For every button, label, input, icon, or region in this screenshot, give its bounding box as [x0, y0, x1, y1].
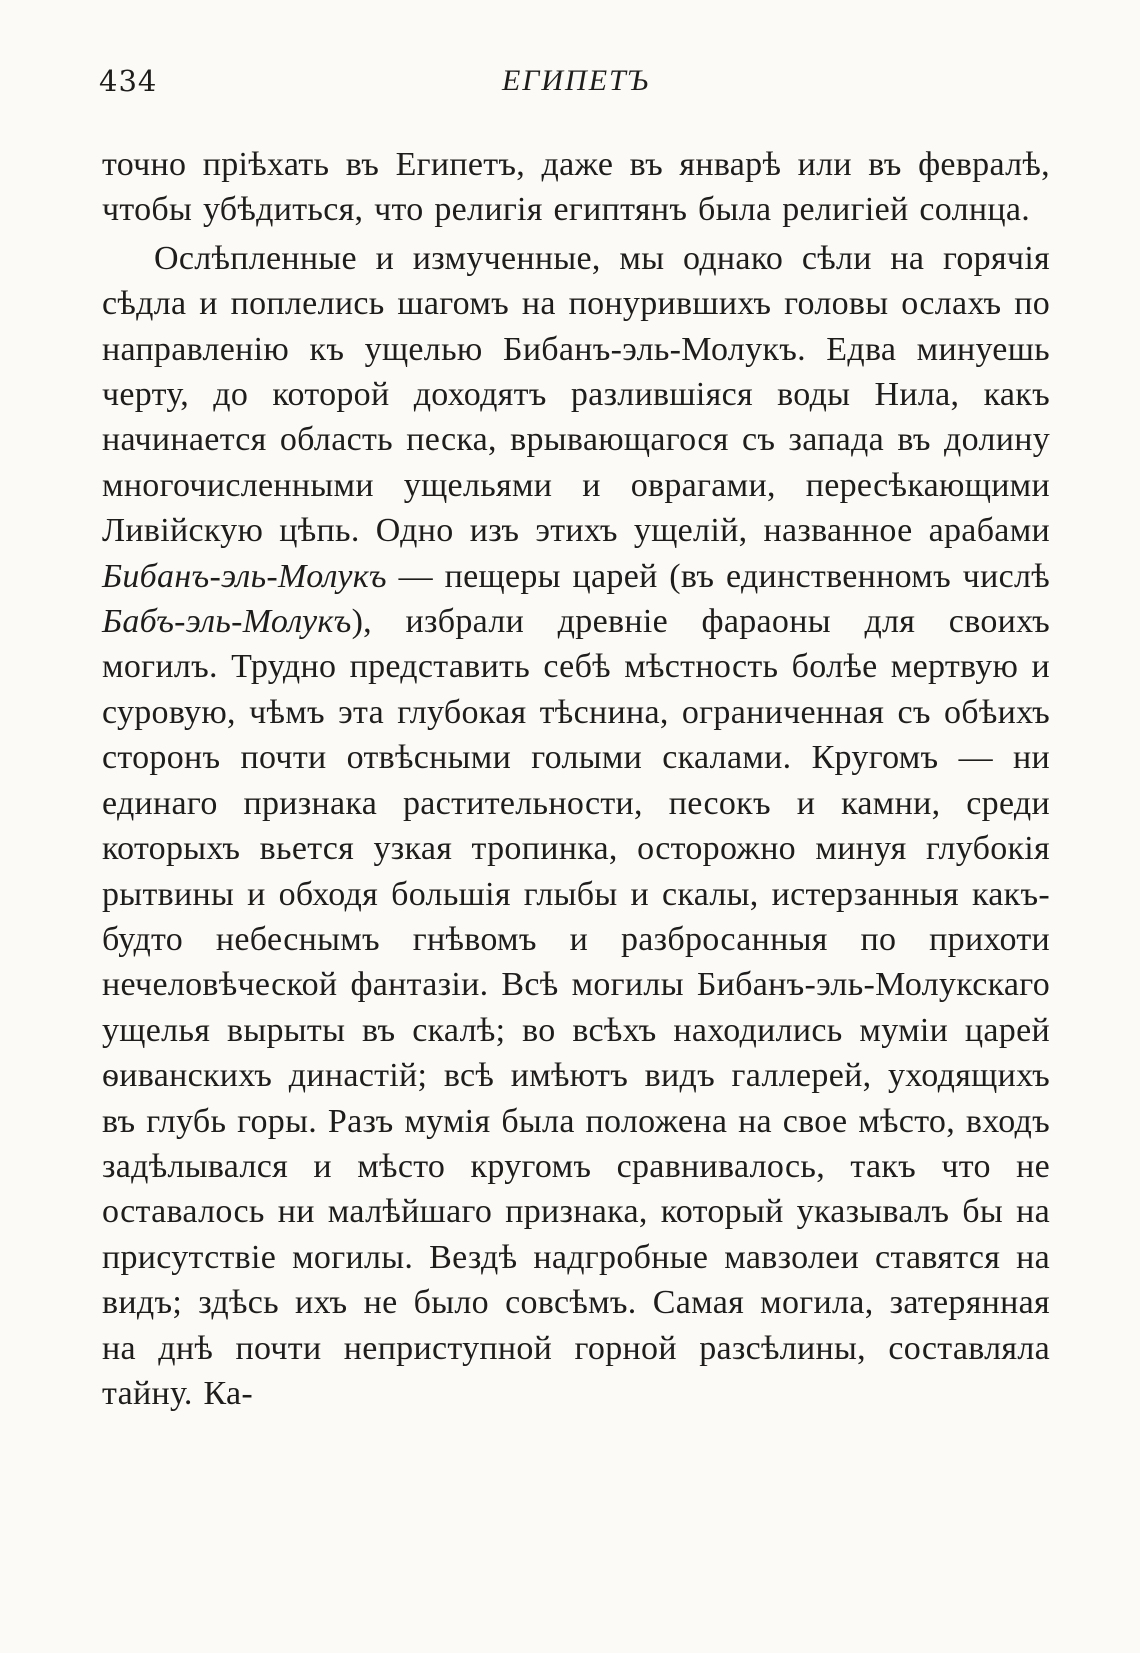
paragraph-2: [102, 236, 1050, 1417]
italic-term-bab-el-moluk: Бабъ-эль-Молукъ: [102, 603, 352, 641]
running-head: [99, 58, 1050, 114]
chapter-title: ЕГИПЕТЪ: [501, 64, 650, 97]
paragraph-2-text-a: Ослѣпленные и измученные, мы однако сѣли на горячія сѣдла и поплелись шагомъ на понурившихъ головы ослахъ по направленію къ ущелью Бибанъ-эль-Молукъ. Едва минуешь черту, до которой доходятъ разлившіяся воды Нила, какъ начинается область песка, врывающагося съ запада въ долину многочисленными ущельями и оврагами, пересѣкающими Ливійскую цѣпь. Одно изъ этихъ ущелій, названное арабами: [102, 239, 1050, 550]
paragraph-2-text-c: ), избрали древніе фараоны для своихъ могилъ. Трудно представить себѣ мѣстность болѣе мертвую и суровую, чѣмъ эта глубокая тѣснина, ограниченная съ обѣихъ сторонъ почти отвѣсными голыми скалами. Кругомъ — ни единаго признака растительности, песокъ и камни, среди которыхъ вьется узкая тропинка, осторожно минуя глубокія рытвины и обходя большія глыбы и скалы, истерзанныя какъ-будто небеснымъ гнѣвомъ и разбросанныя по прихоти нечеловѣческой фантазіи. Всѣ могилы Бибанъ-эль-Молукскаго ущелья вырыты въ скалѣ; во всѣхъ находились муміи царей ѳиванскихъ династій; всѣ имѣютъ видъ галлерей, уходящихъ въ глубь горы. Разъ мумія была положена на свое мѣсто, входъ задѣлывался и мѣсто кругомъ сравнивалось, такъ что не оставалось ни малѣйшаго признака, который указывалъ бы на присутствіе могилы. Вездѣ надгробные мавзолеи ставятся на видъ; здѣсь ихъ не было совсѣмъ. Самая могила, затерянная на днѣ почти неприступной горной разсѣлины, составляла тайну. Ка-: [102, 603, 1050, 1412]
paragraph-2-text-b: — пещеры царей (въ единственномъ числѣ: [386, 557, 1050, 595]
italic-term-biban-el-moluk: Бибанъ-эль-Молукъ: [102, 557, 387, 595]
body-text: [102, 142, 1050, 1416]
page-number: 434: [99, 64, 158, 98]
paragraph-1: [102, 142, 1050, 233]
paragraph-1-text: точно пріѣхать въ Египетъ, даже въ январѣ или въ февралѣ, чтобы убѣдиться, что религія египтянъ была религіей солнца.: [102, 146, 1050, 229]
